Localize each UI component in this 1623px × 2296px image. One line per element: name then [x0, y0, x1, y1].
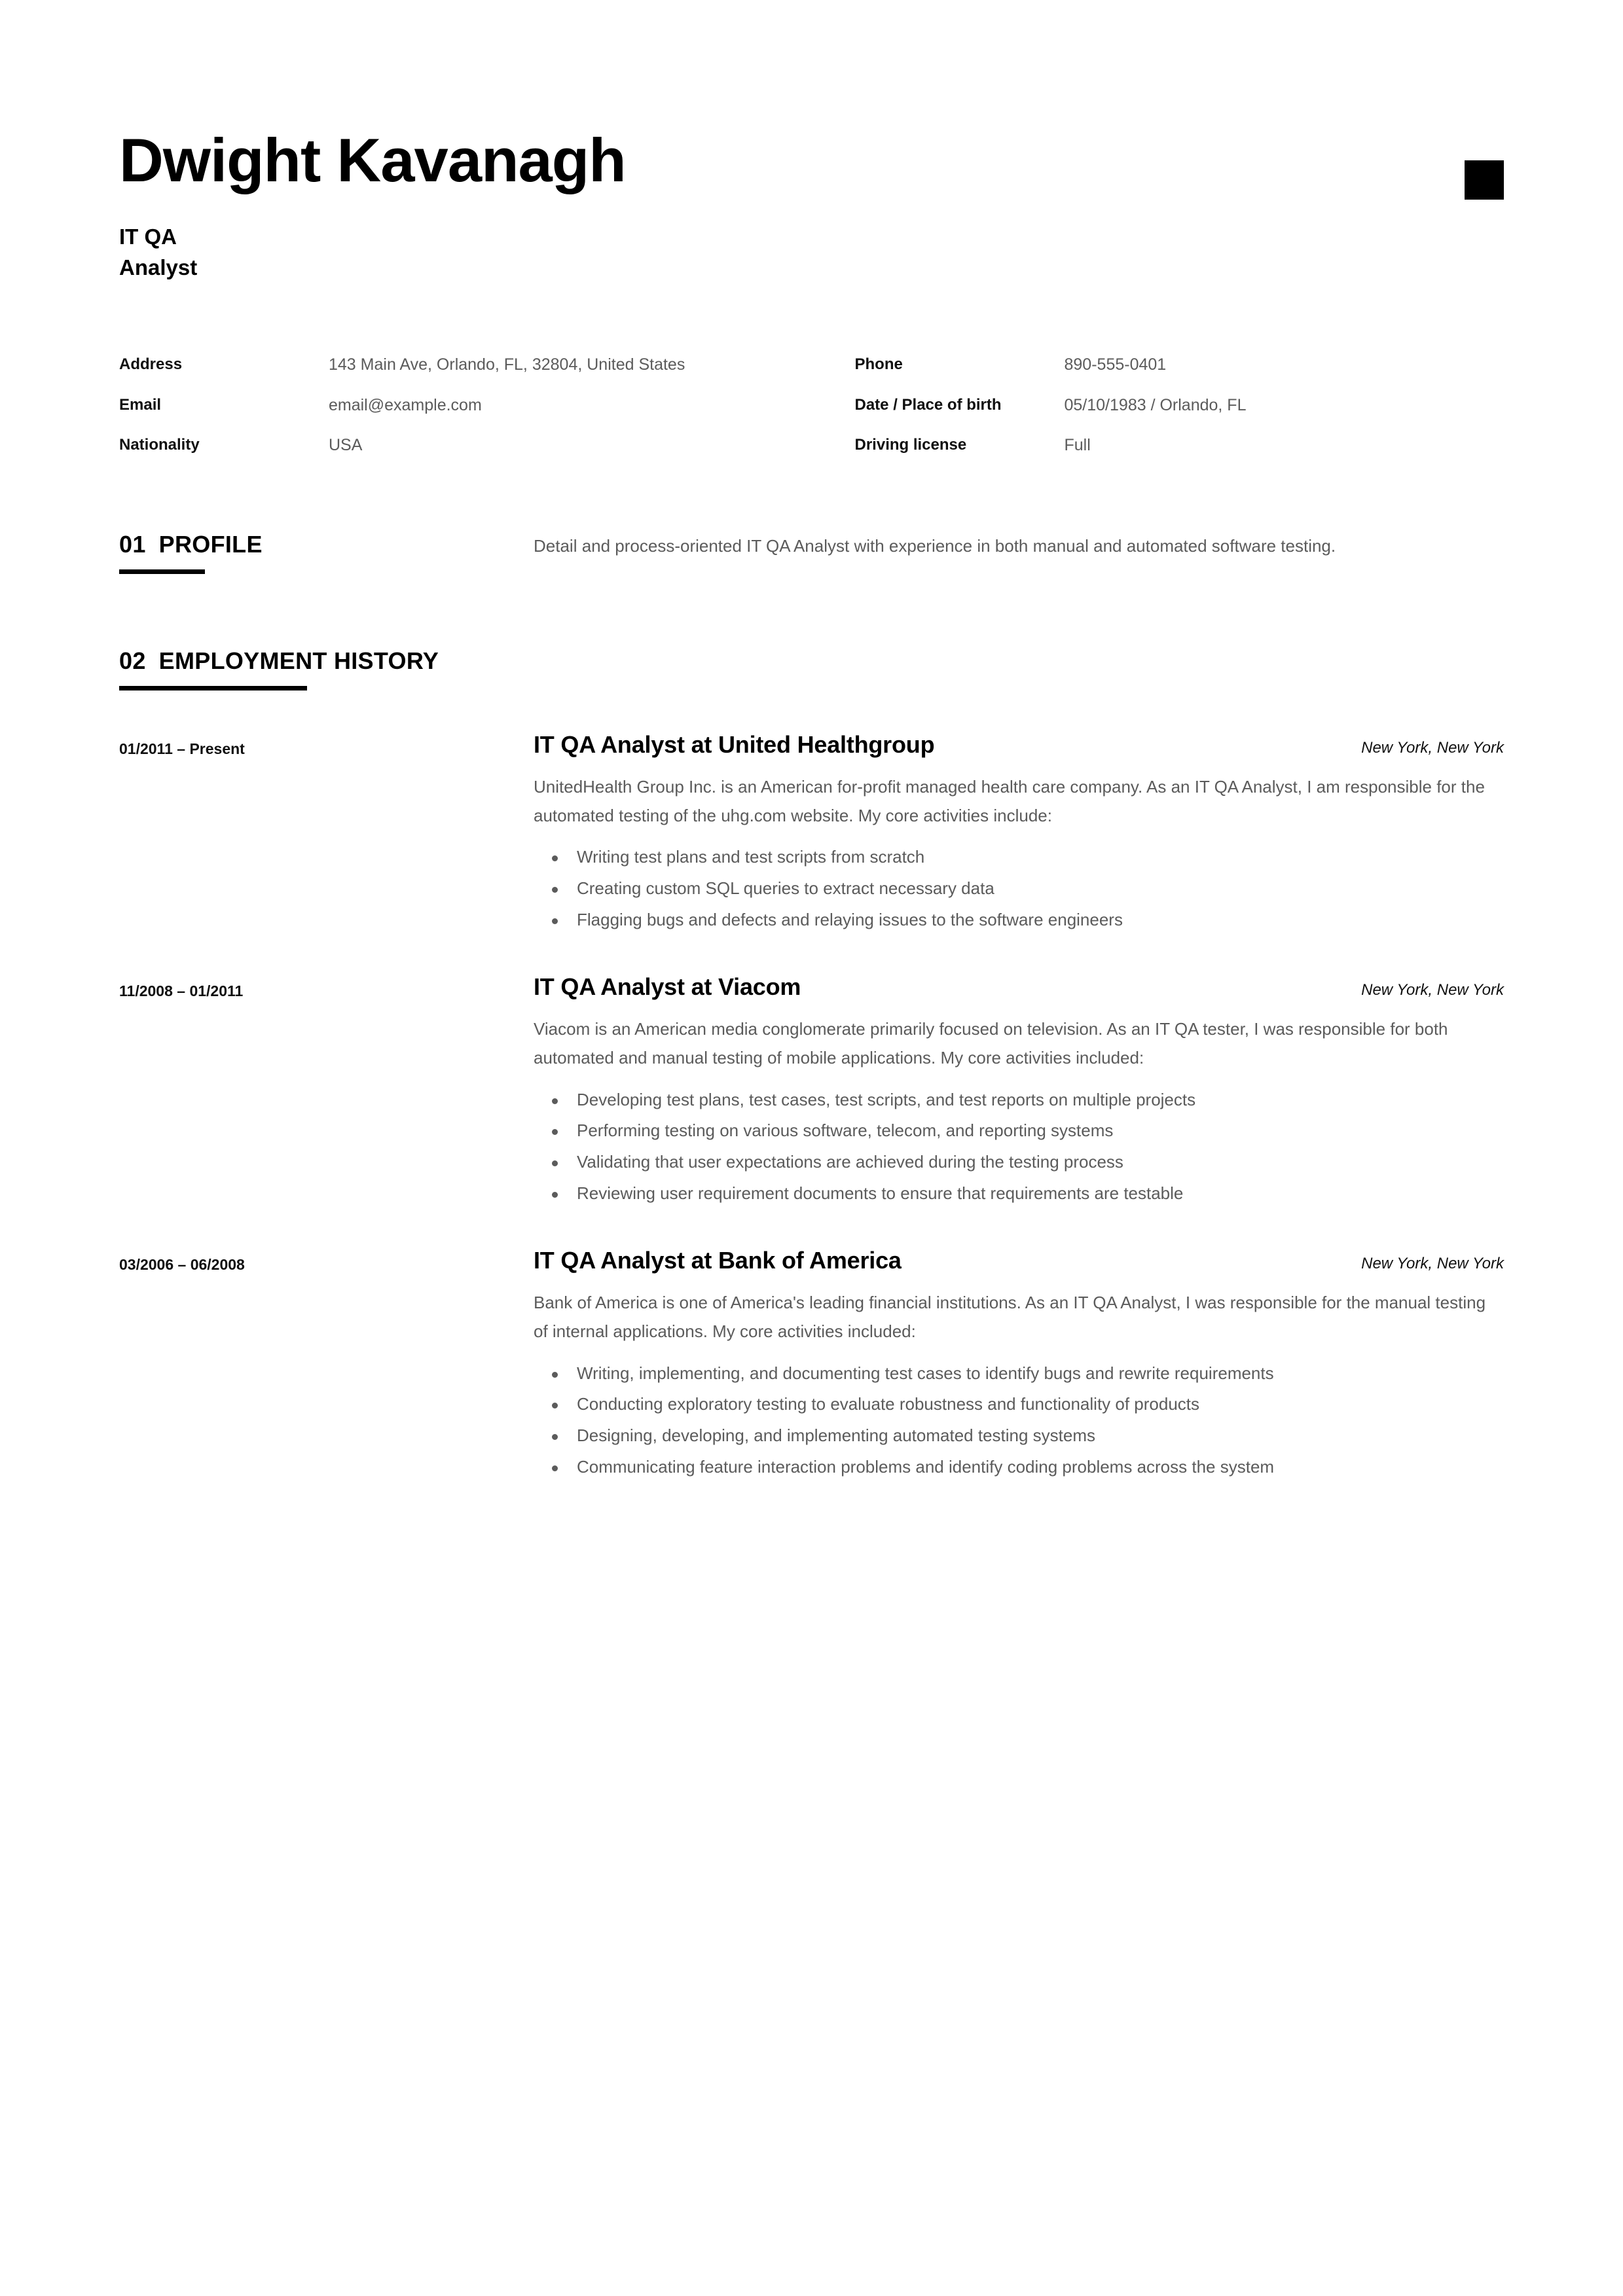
page-title: Dwight Kavanagh	[119, 126, 626, 194]
profile-heading-rule	[119, 569, 205, 574]
entry-bullet-list	[534, 1359, 1504, 1482]
list-item: Flagging bugs and defects and relaying issues to the software engineers	[534, 906, 1504, 935]
detail-value-phone: 890-555-0401	[1064, 355, 1167, 374]
employment-section-number: 02	[119, 647, 146, 674]
detail-value-address: 143 Main Ave, Orlando, FL, 32804, United States	[329, 355, 685, 374]
contact-details	[119, 353, 1504, 457]
list-item: Creating custom SQL queries to extract necessary data	[534, 874, 1504, 903]
list-item: Writing test plans and test scripts from scratch	[534, 843, 1504, 872]
employment-entry	[119, 973, 1504, 1210]
entry-job-title: IT QA Analyst at Viacom	[534, 973, 801, 1001]
headline-line-1: IT QA	[119, 224, 177, 249]
employment-heading	[119, 647, 439, 691]
detail-value-birth: 05/10/1983 / Orlando, FL	[1064, 395, 1247, 414]
employment-heading-rule	[119, 686, 307, 691]
contact-details-left-column	[119, 353, 812, 457]
entry-location: New York, New York	[1361, 1255, 1504, 1273]
entry-job-title: IT QA Analyst at Bank of America	[534, 1247, 902, 1274]
profile-text: Detail and process-oriented IT QA Analyst with experience in both manual and automated software testing.	[534, 535, 1336, 556]
detail-label-driving-license: Driving license	[854, 436, 967, 454]
entry-description: Viacom is an American media conglomerate primarily focused on television. As an IT QA tester, I was responsible for both automated and manual testing of mobile applications. My core activities included:	[534, 1019, 1448, 1067]
detail-value-driving-license: Full	[1064, 436, 1091, 455]
entry-date-range: 11/2008 – 01/2011	[119, 982, 244, 1000]
detail-label-birth: Date / Place of birth	[854, 395, 1002, 414]
employment-entry	[119, 1247, 1504, 1484]
list-item: Communicating feature interaction problems and identify coding problems across the system	[534, 1453, 1504, 1482]
list-item: Developing test plans, test cases, test scripts, and test reports on multiple projects	[534, 1086, 1504, 1115]
section-employment-history	[119, 647, 1504, 1484]
employment-entry	[119, 731, 1504, 937]
list-item: Reviewing user requirement documents to ensure that requirements are testable	[534, 1179, 1504, 1208]
list-item: Performing testing on various software, telecom, and reporting systems	[534, 1117, 1504, 1145]
headline-job-title	[119, 222, 1504, 283]
contact-details-right-column	[812, 353, 1504, 457]
entry-bullet-list	[534, 1086, 1504, 1208]
list-item: Conducting exploratory testing to evaluate robustness and functionality of products	[534, 1390, 1504, 1419]
employment-section-title: EMPLOYMENT HISTORY	[158, 647, 439, 674]
entry-job-title: IT QA Analyst at United Healthgroup	[534, 730, 935, 758]
detail-value-email: email@example.com	[329, 395, 482, 414]
profile-heading	[119, 531, 534, 574]
list-item: Writing, implementing, and documenting test cases to identify bugs and rewrite requirements	[534, 1359, 1504, 1388]
list-item: Validating that user expectations are achieved during the testing process	[534, 1148, 1504, 1177]
detail-label-address: Address	[119, 355, 183, 374]
detail-value-nationality: USA	[329, 436, 363, 455]
profile-section-title: PROFILE	[158, 530, 263, 558]
accent-square-icon	[1465, 160, 1504, 200]
detail-label-email: Email	[119, 395, 162, 414]
entry-location: New York, New York	[1361, 981, 1504, 999]
entry-description: Bank of America is one of America's leading financial institutions. As an IT QA Analyst, I was responsible for the manual testing of internal applications. My core activities included:	[534, 1293, 1486, 1341]
entry-description: UnitedHealth Group Inc. is an American for-profit managed health care company. As an IT QA Analyst, I am responsible for the automated testing of the uhg.com website. My core activities include:	[534, 776, 1485, 825]
entry-location: New York, New York	[1361, 738, 1504, 757]
detail-label-phone: Phone	[854, 355, 903, 374]
section-profile	[119, 531, 1504, 574]
employment-entries	[119, 731, 1504, 1484]
entry-date-range: 01/2011 – Present	[119, 740, 245, 757]
headline-line-2: Analyst	[119, 255, 198, 279]
entry-date-range: 03/2006 – 06/2008	[119, 1256, 245, 1274]
entry-bullet-list	[534, 843, 1504, 934]
resume-header	[119, 0, 1504, 283]
profile-section-number: 01	[119, 530, 146, 558]
detail-label-nationality: Nationality	[119, 436, 200, 454]
list-item: Designing, developing, and implementing automated testing systems	[534, 1422, 1504, 1450]
